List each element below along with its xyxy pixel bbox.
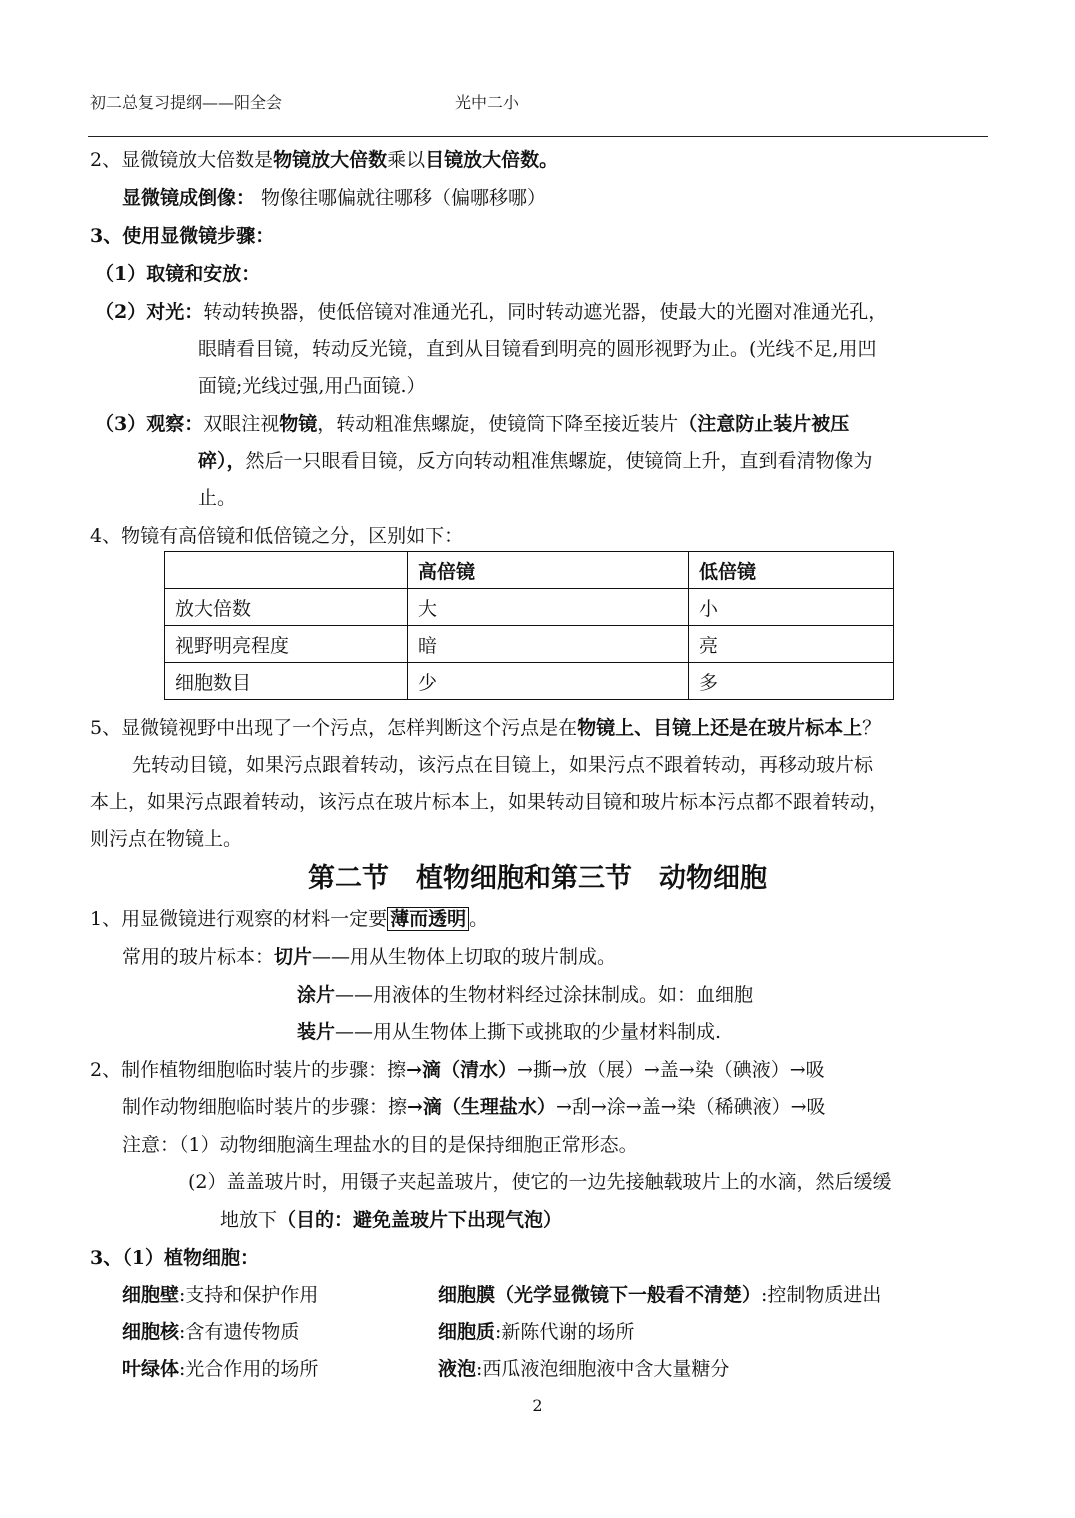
step-2-line-2: 眼睛看目镜，转动反光镜，直到从目镜看到明亮的圆形视野为止。(光线不足,用凹 <box>198 338 877 360</box>
table-cell: 大 <box>408 589 689 626</box>
step-2: （2）对光：转动转换器，使低倍镜对准通光孔，同时转动遮光器，使最大的光圈对准通光孔， <box>95 301 888 323</box>
note-3: 地放下（目的：避免盖玻片下出现气泡） <box>220 1209 563 1231</box>
header-left: 初二总复习提纲——阳全会 <box>90 93 283 112</box>
step-3-line-2: 碎），然后一只眼看目镜，反方向转动粗准焦螺旋，使镜筒上升，直到看清物像为 <box>198 450 873 472</box>
note-2: (2）盖盖玻片时，用镊子夹起盖玻片，使它的一边先接触载玻片上的水滴，然后缓缓 <box>188 1171 892 1193</box>
cell-part: 细胞质:新陈代谢的场所 <box>438 1321 635 1343</box>
plant-cell-title: 3、（1）植物细胞： <box>90 1247 259 1269</box>
objective-title: 4、物镜有高倍镜和低倍镜之分，区别如下： <box>90 525 464 547</box>
smear-line: 涂片——用液体的生物材料经过涂抹制成。如：血细胞 <box>297 984 754 1006</box>
table-cell: 多 <box>689 663 894 700</box>
section-heading: 第二节 植物细胞和第三节 动物细胞 <box>308 863 767 894</box>
header-right: 光中二小 <box>455 93 520 112</box>
magnification-line: 2、显微镜放大倍数是物镜放大倍数乘以目镜放大倍数。 <box>90 149 559 171</box>
boxed-term: 薄而透明 <box>387 907 469 931</box>
table-header-cell <box>165 552 408 589</box>
table-row <box>165 626 894 663</box>
objective-comparison-table <box>164 551 894 700</box>
material-line: 1、用显微镜进行观察的材料一定要 薄而透明 。 <box>90 908 489 930</box>
stain-answer-line-1: 先转动目镜，如果污点跟着转动，该污点在目镜上，如果污点不跟着转动，再移动玻片标 <box>132 754 874 776</box>
page-number: 2 <box>532 1396 543 1415</box>
cell-part: 细胞核:含有遗传物质 <box>122 1321 300 1343</box>
animal-slide-steps: 制作动物细胞临时装片的步骤：擦→滴（生理盐水）→刮→涂→盖→染（稀碘液）→吸 <box>122 1096 826 1118</box>
inverted-image-line: 显微镜成倒像： 物像往哪偏就往哪移（偏哪移哪） <box>122 187 547 209</box>
step-3-line-3: 止。 <box>198 487 237 509</box>
slide-types-line: 常用的玻片标本：切片——用从生物体上切取的玻片制成。 <box>122 946 617 968</box>
table-cell: 视野明亮程度 <box>165 626 408 663</box>
table-row <box>165 589 894 626</box>
table-header-cell: 高倍镜 <box>408 552 689 589</box>
cell-part: 液泡:西瓜液泡细胞液中含大量糖分 <box>438 1358 730 1380</box>
table-cell: 放大倍数 <box>165 589 408 626</box>
table-row <box>165 663 894 700</box>
cell-part: 细胞壁:支持和保护作用 <box>122 1284 319 1306</box>
cell-part: 细胞膜（光学显微镜下一般看不清楚）:控制物质进出 <box>438 1284 882 1306</box>
table-cell: 小 <box>689 589 894 626</box>
stain-answer-line-3: 则污点在物镜上。 <box>90 828 243 850</box>
steps-title: 3、使用显微镜步骤： <box>90 225 275 247</box>
table-header-row <box>165 552 894 589</box>
step-2-line-3: 面镜;光线过强,用凸面镜.） <box>198 375 426 397</box>
table-header-cell: 低倍镜 <box>689 552 894 589</box>
stain-question: 5、显微镜视野中出现了一个污点，怎样判断这个污点是在物镜上、目镜上还是在玻片标本上？ <box>90 717 882 739</box>
table-cell: 暗 <box>408 626 689 663</box>
cell-part: 叶绿体:光合作用的场所 <box>122 1358 319 1380</box>
step-3: （3）观察：双眼注视物镜，转动粗准焦螺旋，使镜筒下降至接近装片（注意防止装片被压 <box>95 413 850 435</box>
step-1: （1）取镜和安放： <box>95 263 261 285</box>
table-cell: 少 <box>408 663 689 700</box>
plant-slide-steps: 2、制作植物细胞临时装片的步骤：擦→滴（清水）→撕→放（展）→盖→染（碘液）→吸 <box>90 1059 825 1081</box>
stain-answer-line-2: 本上，如果污点跟着转动，该污点在玻片标本上，如果转动目镜和玻片标本污点都不跟着转动， <box>90 791 889 813</box>
mount-line: 装片——用从生物体上撕下或挑取的少量材料制成. <box>297 1021 722 1043</box>
table-cell: 亮 <box>689 626 894 663</box>
note-1: 注意：（1）动物细胞滴生理盐水的目的是保持细胞正常形态。 <box>122 1134 638 1156</box>
header-divider <box>88 136 988 137</box>
table-cell: 细胞数目 <box>165 663 408 700</box>
